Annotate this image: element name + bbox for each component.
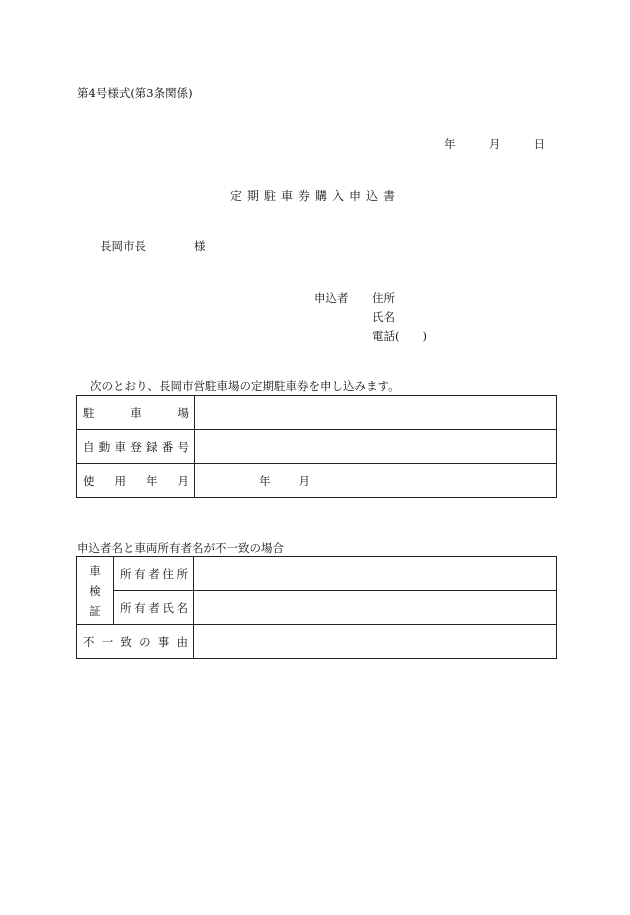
- table-row: [77, 625, 557, 659]
- table-row: [77, 557, 557, 591]
- vertical-char: 証: [89, 603, 101, 618]
- date-year-label: 年: [444, 137, 456, 151]
- vertical-char: 車: [89, 563, 101, 578]
- mismatch-table: [76, 556, 557, 659]
- vertical-char: 検: [89, 583, 101, 598]
- vehicle-inspection-label: [77, 557, 114, 625]
- table-row: [77, 464, 557, 498]
- usage-month-unit: 月: [298, 473, 310, 488]
- addressee: [100, 238, 206, 254]
- owner-address-label-cell: [114, 557, 194, 591]
- date-line: [444, 136, 545, 152]
- date-day-label: 日: [533, 137, 546, 151]
- applicant-phone-label: 電話( ): [372, 329, 427, 343]
- usage-month-field[interactable]: [195, 464, 557, 498]
- owner-name-field[interactable]: [194, 591, 557, 625]
- parking-lot-label-cell: [77, 396, 195, 430]
- form-number: 第4号様式(第3条関係): [77, 86, 193, 100]
- applicant-address-label: 住所: [372, 291, 395, 305]
- mismatch-reason-label-cell: [77, 625, 194, 659]
- mismatch-reason-field[interactable]: [194, 625, 557, 659]
- usage-month-label-cell: [77, 464, 195, 498]
- mismatch-reason-label: 不 一 致 の 事 由: [83, 634, 188, 649]
- applicant-label: 申込者: [314, 291, 349, 305]
- table-row: [77, 396, 557, 430]
- registration-number-label: 自 動 車 登 録 番 号: [83, 439, 189, 454]
- owner-address-label: 所 有 者 住 所: [120, 566, 188, 581]
- parking-lot-field[interactable]: [195, 396, 557, 430]
- application-table: [76, 395, 557, 498]
- addressee-name: 長岡市長: [100, 239, 146, 253]
- addressee-honorific: 様: [194, 239, 206, 253]
- registration-number-label-cell: [77, 430, 195, 464]
- owner-name-label-cell: [114, 591, 194, 625]
- registration-number-field[interactable]: [195, 430, 557, 464]
- table-row: [77, 430, 557, 464]
- mismatch-heading: 申込者名と車両所有者名が不一致の場合: [77, 541, 284, 555]
- document-title: 定期駐車券購入申込書: [229, 189, 400, 203]
- owner-name-label: 所 有 者 氏 名: [120, 600, 188, 615]
- parking-lot-label: 駐 車 場: [83, 405, 189, 420]
- owner-address-field[interactable]: [194, 557, 557, 591]
- applicant-name-label: 氏名: [372, 310, 395, 324]
- usage-month-label: 使 用 年 月: [83, 473, 189, 488]
- table-row: [77, 591, 557, 625]
- usage-year-unit: 年: [259, 473, 271, 488]
- date-month-label: 月: [488, 137, 501, 151]
- intro-text: 次のとおり、長岡市営駐車場の定期駐車券を申し込みます。: [90, 379, 400, 393]
